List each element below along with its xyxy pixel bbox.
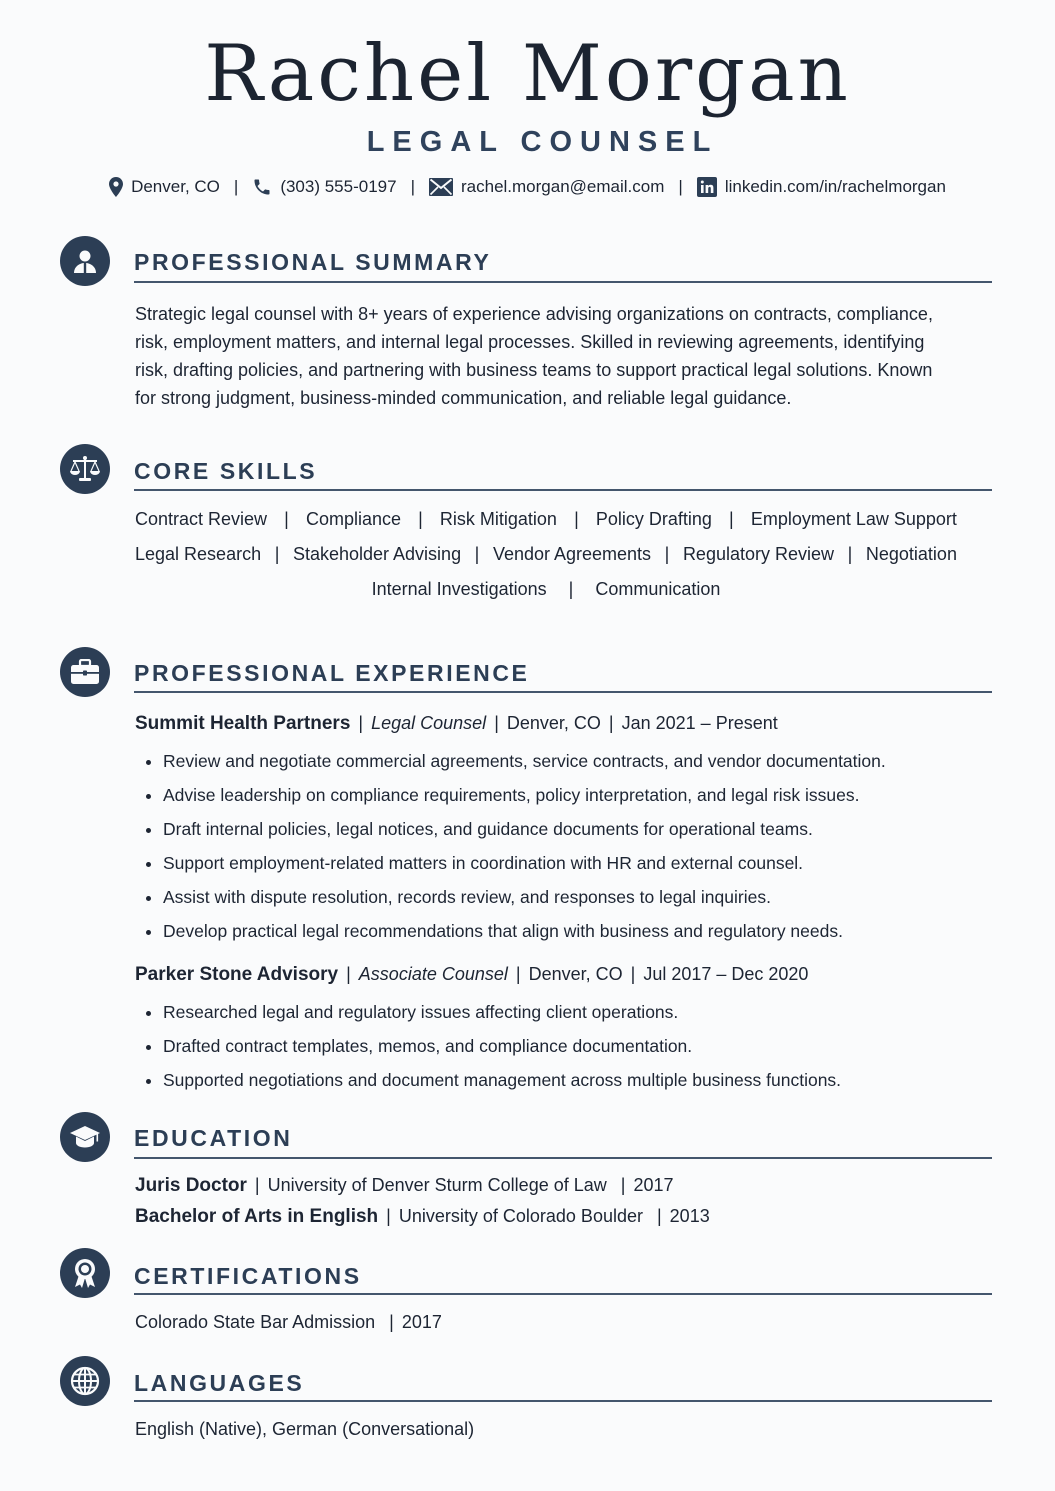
skill-item: Stakeholder Advising — [292, 544, 462, 564]
skill-item: Contract Review — [135, 509, 268, 529]
job-separator: | — [630, 964, 636, 984]
bullet-item: • Assist with dispute resolution, records review, and responses to legal inquiries. — [163, 880, 886, 914]
contact-location — [109, 177, 220, 197]
skill-item: Legal Research — [135, 544, 262, 564]
skill-separator: | — [274, 544, 280, 564]
school-name: University of Denver Sturm College of Law — [267, 1175, 607, 1195]
certification-year: 2017 — [401, 1312, 442, 1332]
scales-icon — [60, 444, 110, 494]
phone-text: (303) 555-0197 — [280, 177, 397, 196]
section-title-skills: CORE SKILLS — [134, 458, 318, 484]
job-header — [135, 964, 808, 986]
skills-row — [135, 579, 957, 600]
bullet-item: • Draft internal policies, legal notices, and guidance documents for operational teams. — [163, 812, 886, 846]
skill-item: Policy Drafting — [595, 509, 712, 529]
job-separator: | — [494, 713, 499, 733]
section-divider — [134, 1293, 992, 1295]
section-title-summary: PROFESSIONAL SUMMARY — [134, 249, 492, 275]
certification-entry — [135, 1312, 442, 1333]
skill-item: Vendor Agreements — [492, 544, 652, 564]
skill-item: Communication — [595, 579, 721, 599]
job-position: Associate Counsel — [358, 964, 508, 984]
envelope-icon — [429, 178, 453, 196]
candidate-name: Rachel Morgan — [204, 29, 851, 119]
school-name: University of Colorado Boulder — [398, 1206, 643, 1226]
education-separator: | — [620, 1175, 626, 1195]
degree-name: Bachelor of Arts in English — [135, 1206, 379, 1227]
education-entry — [135, 1206, 710, 1228]
bullet-item: • Support employment-related matters in coordination with HR and external counsel. — [163, 846, 886, 880]
bullet-item: • Supported negotiations and document management across multiple business functions. — [163, 1063, 841, 1097]
education-entry — [135, 1175, 673, 1197]
section-title-education: EDUCATION — [134, 1125, 293, 1151]
job-separator: | — [358, 713, 364, 733]
education-separator: | — [656, 1206, 662, 1226]
job-dates: Jul 2017 – Dec 2020 — [643, 964, 809, 984]
award-ribbon-icon — [60, 1248, 110, 1298]
summary-text — [135, 300, 965, 412]
linkedin-icon — [697, 177, 717, 197]
skill-item: Regulatory Review — [682, 544, 835, 564]
contact-bar — [0, 177, 1055, 197]
job-title: LEGAL COUNSEL — [366, 126, 719, 158]
skills-row — [135, 544, 957, 565]
skills-row — [135, 509, 957, 530]
summary-line: Strategic legal counsel with 8+ years of experience advising organizations on contracts, compliance, — [135, 304, 933, 324]
job-position: Legal Counsel — [371, 713, 487, 733]
bullet-item: • Researched legal and regulatory issues affecting client operations. — [163, 995, 841, 1029]
certification-separator: | — [389, 1312, 394, 1332]
contact-phone — [252, 177, 396, 197]
briefcase-icon — [60, 647, 110, 697]
bullet-item: • Develop practical legal recommendations that align with business and regulatory needs. — [163, 914, 886, 948]
linkedin-link[interactable]: linkedin.com/in/rachelmorgan — [724, 177, 946, 196]
section-divider — [134, 1157, 992, 1159]
skill-item: Risk Mitigation — [439, 509, 557, 529]
skill-separator: | — [474, 544, 480, 564]
degree-name: Juris Doctor — [135, 1175, 247, 1196]
job-location: Denver, CO — [528, 964, 623, 984]
section-divider — [134, 281, 992, 283]
job-location: Denver, CO — [506, 713, 601, 733]
contact-email[interactable] — [429, 177, 664, 197]
summary-line: risk, employment matters, and internal legal processes. Skilled in reviewing agreements, identifying — [135, 332, 925, 352]
phone-icon — [252, 177, 272, 197]
section-divider — [134, 489, 992, 491]
globe-icon — [60, 1356, 110, 1406]
section-title-languages: LANGUAGES — [134, 1370, 305, 1396]
certification-name: Colorado State Bar Admission — [135, 1312, 376, 1332]
summary-line: for strong judgment, business-minded communication, and reliable legal guidance. — [135, 388, 792, 408]
job-bullets — [135, 744, 886, 948]
map-pin-icon — [109, 177, 123, 197]
bullet-item: • Advise leadership on compliance requirements, policy interpretation, and legal risk issues. — [163, 778, 886, 812]
graduation-year: 2013 — [669, 1206, 710, 1226]
bullet-item: • Review and negotiate commercial agreements, service contracts, and vendor documentation. — [163, 744, 886, 778]
job-separator: | — [608, 713, 614, 733]
job-separator: | — [346, 964, 351, 984]
contact-separator: | — [410, 177, 415, 196]
graduation-year: 2017 — [633, 1175, 674, 1195]
skill-item: Negotiation — [865, 544, 957, 564]
section-divider — [134, 1400, 992, 1402]
job-bullets — [135, 995, 841, 1097]
contact-linkedin[interactable] — [697, 177, 946, 197]
education-separator: | — [254, 1175, 260, 1195]
graduation-cap-icon — [60, 1112, 110, 1162]
skill-separator: | — [729, 509, 734, 529]
skill-separator: | — [664, 544, 670, 564]
summary-line: risk, drafting policies, and partnering with business teams to support practical legal solutions. Known — [135, 360, 933, 380]
languages-text: English (Native), German (Conversational) — [135, 1419, 475, 1439]
contact-separator: | — [678, 177, 683, 196]
company-name: Parker Stone Advisory — [135, 964, 339, 985]
skill-item: Employment Law Support — [750, 509, 957, 529]
skill-separator: | — [574, 509, 579, 529]
bullet-item: • Drafted contract templates, memos, and compliance documentation. — [163, 1029, 841, 1063]
contact-separator: | — [233, 177, 239, 196]
company-name: Summit Health Partners — [135, 713, 351, 734]
location-text: Denver, CO — [131, 177, 220, 196]
section-divider — [134, 691, 992, 693]
email-link[interactable]: rachel.morgan@email.com — [461, 177, 665, 196]
skill-separator: | — [847, 544, 853, 564]
job-separator: | — [515, 964, 521, 984]
section-title-certifications: CERTIFICATIONS — [134, 1263, 362, 1289]
skill-item: Compliance — [305, 509, 401, 529]
education-separator: | — [386, 1206, 391, 1226]
person-icon — [60, 236, 110, 286]
skill-item: Internal Investigations — [371, 579, 547, 599]
job-dates: Jan 2021 – Present — [621, 713, 778, 733]
skill-separator: | — [568, 579, 574, 599]
job-header — [135, 713, 778, 735]
section-title-experience: PROFESSIONAL EXPERIENCE — [134, 660, 530, 686]
skill-separator: | — [418, 509, 423, 529]
skill-separator: | — [284, 509, 289, 529]
